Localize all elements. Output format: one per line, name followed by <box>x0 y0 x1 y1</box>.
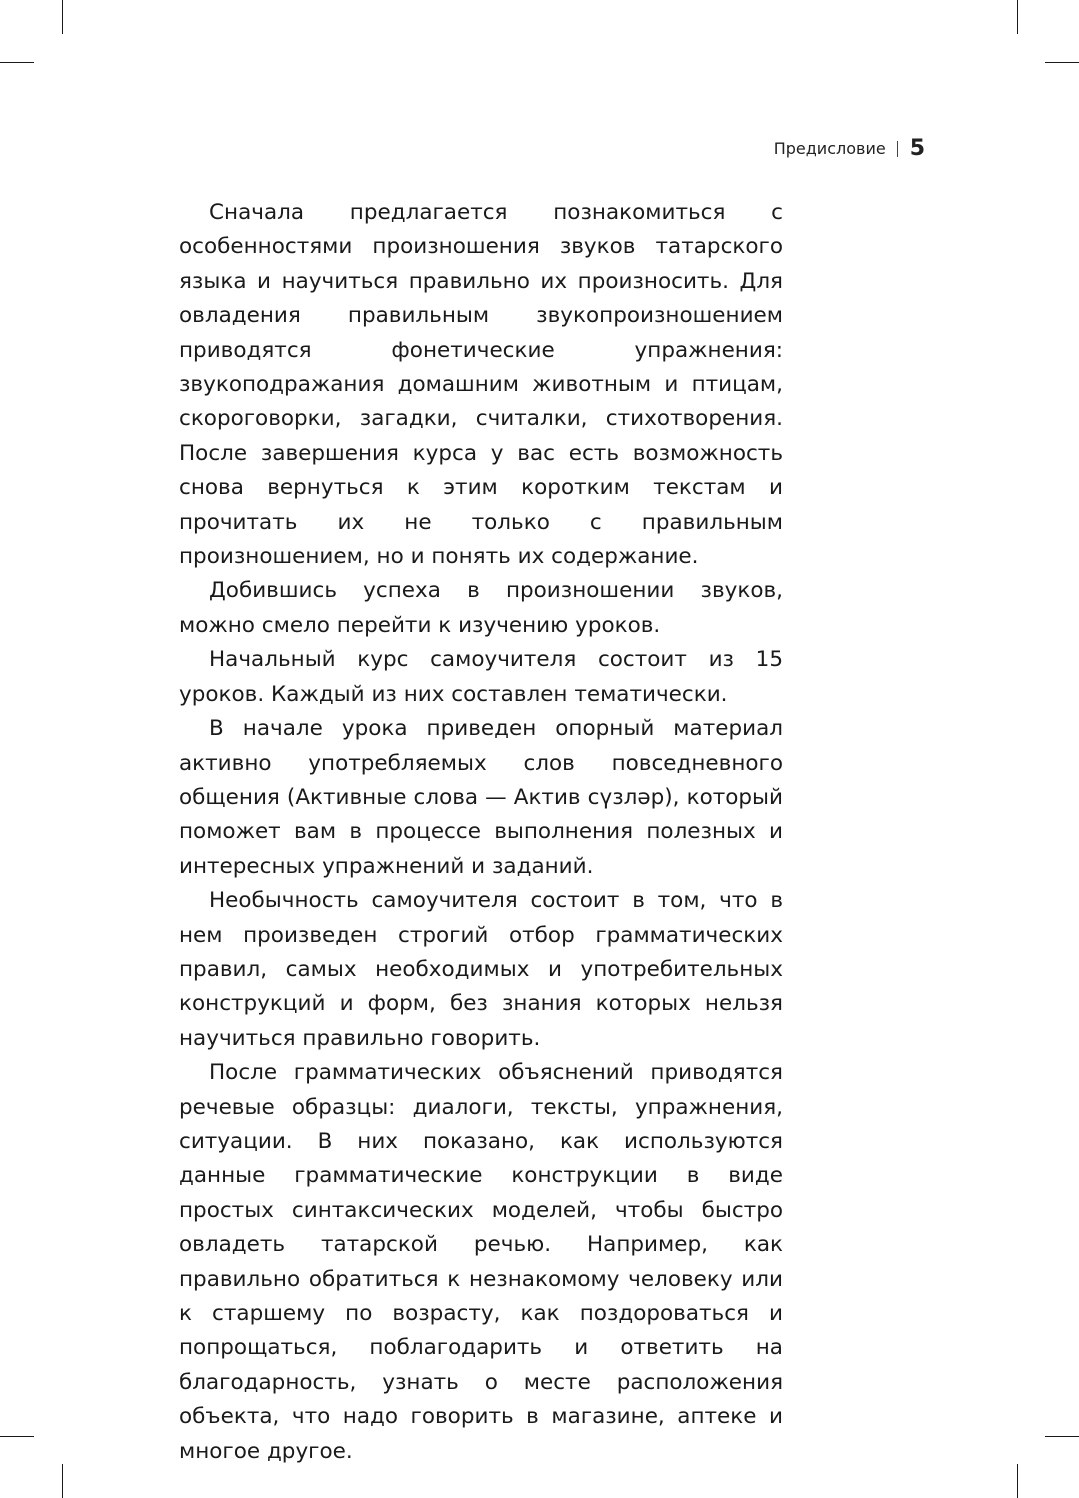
crop-mark-top-right <box>1017 0 1018 34</box>
paragraph: Начальный курс самоучителя состоит из 15 уроков. Каждый из них составлен тематически. <box>179 647 783 707</box>
crop-mark-bottom-right <box>1017 1464 1018 1498</box>
paragraph: Сначала предлагается познакомиться с особенностями произношения звуков татарского языка и научиться правильно их произносить. Для овладения правильным звукопроизношением приводятся фонетические упражнения: звукоподражания домашним животным и птицам, скороговорки, загадки, считалки, стихотворения. После завершения курса у вас есть возможность снова вернуться к этим коротким текстам и прочитать их не только с правильным произношением, но и понять их содержание. <box>179 200 783 570</box>
page-number: 5 <box>909 136 925 161</box>
crop-mark-right-top <box>1045 62 1079 63</box>
body-text <box>179 196 783 1469</box>
running-header <box>774 136 925 161</box>
paragraph: В начале урока приведен опорный материал активно употребляемых слов повседневного общения (Активные слова — Актив сүзләр), который поможет вам в процессе выполнения полезных и интересных упражнений и заданий. <box>179 716 783 879</box>
crop-mark-left-top <box>0 62 34 63</box>
header-separator <box>897 141 898 157</box>
section-title: Предисловие <box>773 139 886 158</box>
crop-mark-left-bottom <box>0 1436 34 1437</box>
paragraph: После грамматических объяснений приводятся речевые образцы: диалоги, тексты, упражнения, ситуации. В них показано, как используются данные грамматические конструкции в виде простых синтаксических моделей, чтобы быстро овладеть татарской речью. Например, как правильно обратиться к незнакомому человеку или к старшему по возрасту, как поздороваться и попрощаться, поблагодарить и ответить на благодарность, узнать о месте расположения объекта, что надо говорить в магазине, аптеке и многое другое. <box>179 1060 783 1464</box>
paragraph: Добившись успеха в произношении звуков, можно смело перейти к изучению уроков. <box>179 578 783 638</box>
crop-mark-right-bottom <box>1045 1436 1079 1437</box>
crop-mark-bottom-left <box>62 1464 63 1498</box>
paragraph: Необычность самоучителя состоит в том, что в нем произведен строгий отбор грамматических правил, самых необходимых и употребительных конструкций и форм, без знания которых нельзя научиться правильно говорить. <box>179 888 783 1051</box>
crop-mark-top-left <box>62 0 63 34</box>
